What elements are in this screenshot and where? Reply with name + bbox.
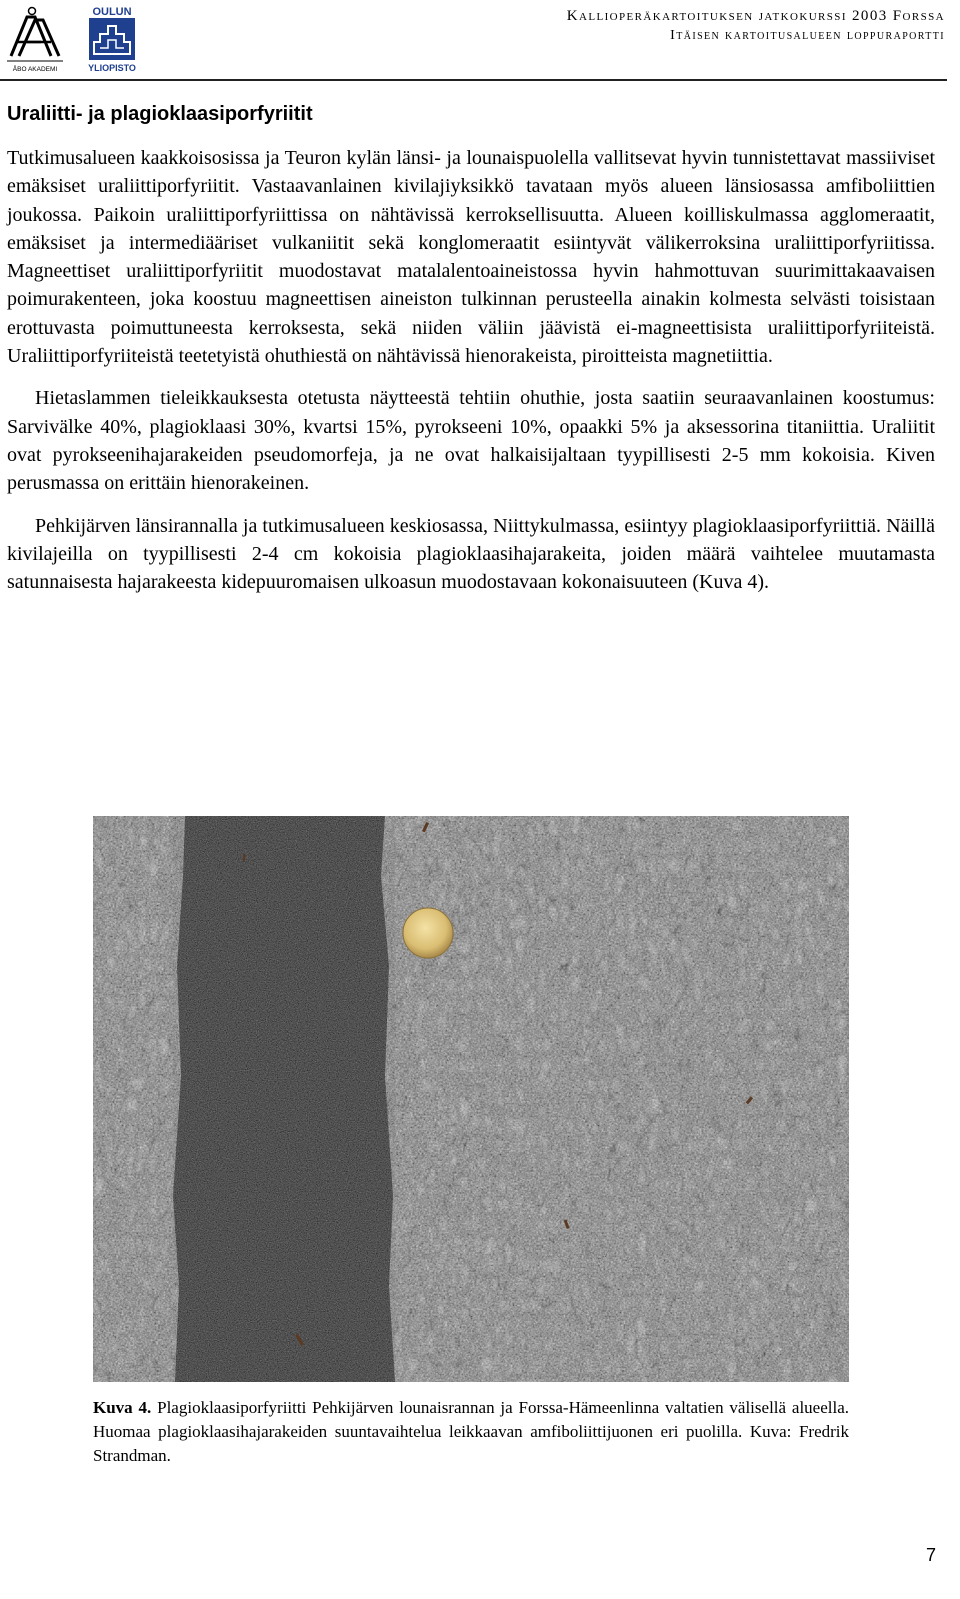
figure-caption-text: Plagioklaasiporfyriitti Pehkijärven lounaisrannan ja Forssa-Hämeenlinna valtatien välisellä alueella. Huomaa plagioklaasihajarakeiden suuntavaihtelua leikkaavan amfiboliittijuonen eri puolilla. Kuva: Fredrik Strandman. <box>93 1398 849 1465</box>
running-title-line1: Kallioperäkartoituksen jatkokurssi 2003 Forssa <box>566 8 945 24</box>
page-number: 7 <box>925 1545 936 1565</box>
paragraph-3: Pehkijärven länsirannalla ja tutkimusalueen keskiosassa, Niittykulmassa, esiintyy plagioklaasiporfyriittiä. Näillä kivilajeilla on tyypillisesti 2-4 cm kokoisia plagioklaasihajarakeita, joiden määrä vaihtelee muutamasta satunnaisesta hajarakeesta kidepuuromaisen ulkoasun muodostavaan kokonaisuuteen (Kuva 4). <box>7 514 935 594</box>
abo-akademi-wordmark: ÅBO AKADEMI <box>12 66 58 73</box>
abo-akademi-logo <box>5 4 65 74</box>
oulun-yliopisto-logo <box>86 4 138 74</box>
paragraph-2: Hietaslammen tieleikkauksesta otetusta näytteestä tehtiin ohuthie, josta saatiin seuraavanlainen koostumus: Sarvivälke 40%, plagioklaasi 30%, kvartsi 15%, pyrokseeni 10%, opaakki 5% ja aksessorina titaniittia. Uraliitit ovat pyrokseenihajarakeiden pseudomorfeja, ja ne ovat halkaisijaltaan tyypillisesti 2-5 mm kokoisia. Kiven perusmassa on erittäin hienorakeinen. <box>7 387 935 495</box>
page-header <box>0 0 960 82</box>
header-divider <box>0 79 947 81</box>
paragraph-1: Tutkimusalueen kaakkoisosissa ja Teuron kylän länsi- ja lounaispuolella vallitsevat hyvin tunnistettavat massiiviset emäksiset uraliittiporfyriitit. Vastaavanlainen kivilajiyksikkö tavataan myös alueen länsiosassa amfiboliittien joukossa. Paikoin uraliittiporfyriittissa on nähtävissä kerroksellisuutta. Alueen koilliskulmassa agglomeraatit, emäksiset ja intermediääriset vulkaniitit sekä konglomeraatit esiintyvät välikerroksina uraliittiporfyriitissa. Magneettiset uraliittiporfyriitit muodostavat matalalentoaineistossa hyvin hahmottuvan suurimittakaavaisen poimurakenteen, joka koostuu magneettisen aineiston tulkinnan perusteella ainakin kolmesta selvästi toisistaan erottuvasta poimuttuneesta kerroksesta, sekä niiden väliin jäävistä ei-magneettisista uraliittiporfyriiteistä. Uraliittiporfyriiteistä teetetyistä ohuthiestä on nähtävissä hienorakeista, piroitteista magnetiittia. <box>7 147 935 368</box>
running-title <box>567 6 945 46</box>
figure-caption-label: Kuva 4. <box>93 1398 152 1417</box>
section-heading: Uraliitti- ja plagioklaasiporfyriitit <box>7 103 313 125</box>
figure-caption <box>93 1396 849 1468</box>
running-title-line2: Itäisen kartoitusalueen loppuraportti <box>670 28 945 43</box>
yliopisto-wordmark: YLIOPISTO <box>88 63 136 73</box>
section-body <box>7 100 935 610</box>
rock-outcrop-photo <box>93 816 849 1382</box>
oulun-wordmark: OULUN <box>92 6 132 18</box>
